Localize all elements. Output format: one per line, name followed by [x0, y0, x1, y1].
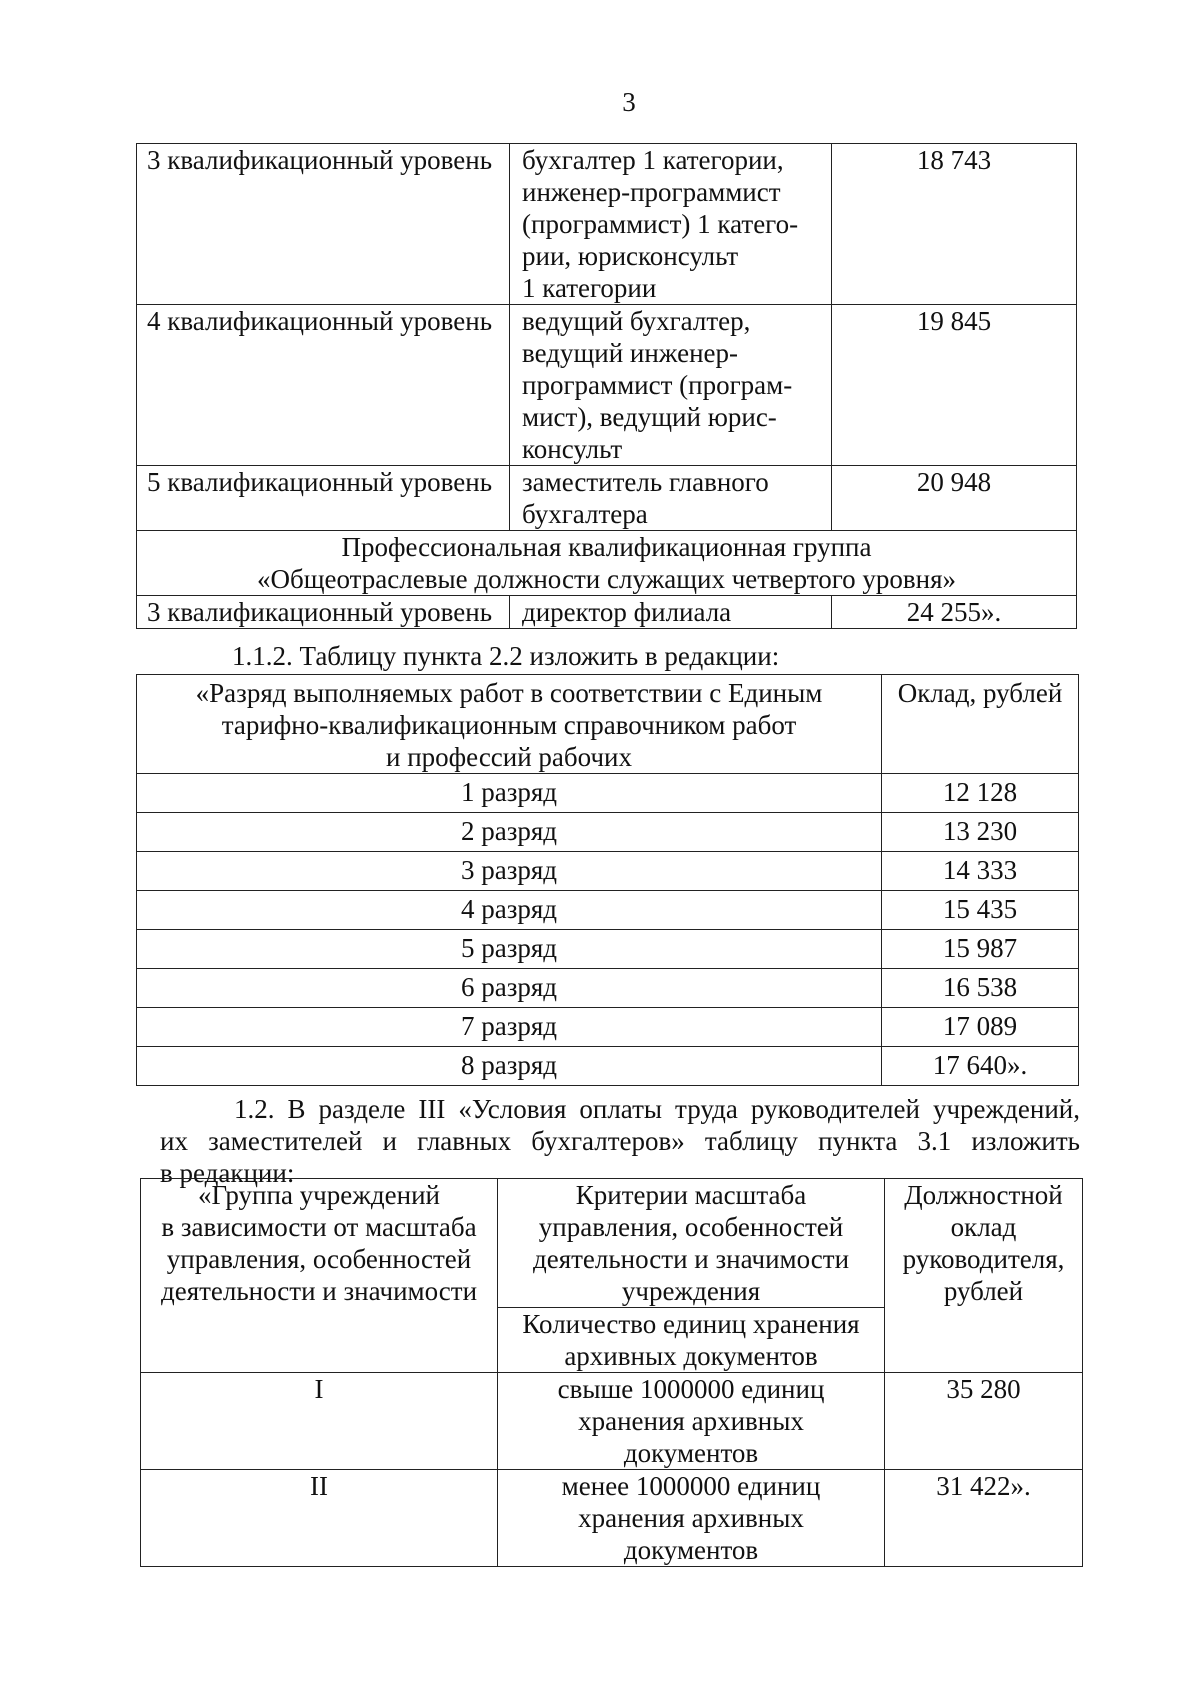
- grade-cell: 5 разряд: [137, 930, 882, 969]
- grade-cell: 7 разряд: [137, 1008, 882, 1047]
- table-row: [137, 891, 1079, 930]
- grade-cell: 3 разряд: [137, 852, 882, 891]
- group-cell: I: [141, 1373, 498, 1470]
- grade-header-cell: «Разряд выполняемых работ в соответствии с Единым тарифно-квалификационным справочником работ и профессий рабочих: [137, 675, 882, 774]
- criteria-cell: свыше 1000000 единиц хранения архивных документов: [498, 1373, 885, 1470]
- page-number: 3: [622, 87, 636, 117]
- table-header-row: [137, 675, 1079, 774]
- group-header-cell: «Группа учреждений в зависимости от масштаба управления, особенностей деятельности и значимости: [141, 1179, 498, 1373]
- salary-cell: 16 538: [882, 969, 1079, 1008]
- table-row: [141, 1373, 1083, 1470]
- paragraph-1-2-end: в редакции:: [160, 1158, 295, 1188]
- salary-cell: 15 987: [882, 930, 1079, 969]
- salary-cell: 14 333: [882, 852, 1079, 891]
- grade-salary-table: [136, 674, 1079, 1086]
- level-cell: 3 квалификационный уровень: [137, 596, 510, 629]
- salary-cell: 17 640».: [882, 1047, 1079, 1086]
- salary-cell: 13 230: [882, 813, 1079, 852]
- table-row: [137, 1008, 1079, 1047]
- table-row: [141, 1470, 1083, 1567]
- table-row: [137, 852, 1079, 891]
- table-row: [137, 930, 1079, 969]
- criteria-cell: менее 1000000 единиц хранения архивных документов: [498, 1470, 885, 1567]
- salary-cell: 17 089: [882, 1008, 1079, 1047]
- salary-cell: 15 435: [882, 891, 1079, 930]
- group-header-cell: Профессиональная квалификационная группа «Общеотраслевые должности служащих четвертого уровня»: [137, 531, 1077, 596]
- position-cell: заместитель главного бухгалтера: [510, 466, 832, 531]
- salary-cell: 20 948: [832, 466, 1077, 531]
- position-cell: директор филиала: [510, 596, 832, 629]
- salary-cell: 19 845: [832, 305, 1077, 466]
- table-row: [137, 969, 1079, 1008]
- salary-cell: 31 422».: [885, 1470, 1083, 1567]
- group-header-row: [137, 531, 1077, 596]
- table-row: [137, 596, 1077, 629]
- salary-header-cell: Оклад, рублей: [882, 675, 1079, 774]
- qualification-salary-table: [136, 143, 1077, 629]
- criteria-header-cell: Критерии масштаба управления, особенностей деятельности и значимости учреждения: [498, 1179, 885, 1308]
- salary-cell: 35 280: [885, 1373, 1083, 1470]
- table-header-row: [141, 1179, 1083, 1308]
- grade-cell: 8 разряд: [137, 1047, 882, 1086]
- grade-cell: 2 разряд: [137, 813, 882, 852]
- position-cell: бухгалтер 1 категории, инженер-программист (программист) 1 катего- рии, юрисконсульт 1 категории: [510, 144, 832, 305]
- level-cell: 5 квалификационный уровень: [137, 466, 510, 531]
- grade-cell: 1 разряд: [137, 774, 882, 813]
- salary-cell: 12 128: [882, 774, 1079, 813]
- level-cell: 4 квалификационный уровень: [137, 305, 510, 466]
- table-row: [137, 774, 1079, 813]
- grade-cell: 6 разряд: [137, 969, 882, 1008]
- grade-cell: 4 разряд: [137, 891, 882, 930]
- level-cell: 3 квалификационный уровень: [137, 144, 510, 305]
- salary-cell: 18 743: [832, 144, 1077, 305]
- position-cell: ведущий бухгалтер, ведущий инженер- программист (програм- мист), ведущий юрис- консульт: [510, 305, 832, 466]
- salary-cell: 24 255».: [832, 596, 1077, 629]
- table-row: [137, 813, 1079, 852]
- criteria-subheader-cell: Количество единиц хранения архивных документов: [498, 1308, 885, 1373]
- table-row: [137, 144, 1077, 305]
- institution-group-table: [140, 1178, 1083, 1567]
- paragraph-1-1-2: 1.1.2. Таблицу пункта 2.2 изложить в редакции:: [232, 641, 780, 671]
- paragraph-1-2: 1.2. В разделе III «Условия оплаты труда руководителей учреждений, их заместителей и главных бухгалтеров» таблицу пункта 3.1 изложить: [160, 1094, 1080, 1156]
- table-row: [137, 1047, 1079, 1086]
- salary-header-cell: Должностной оклад руководителя, рублей: [885, 1179, 1083, 1373]
- table-row: [137, 305, 1077, 466]
- table-row: [137, 466, 1077, 531]
- group-cell: II: [141, 1470, 498, 1567]
